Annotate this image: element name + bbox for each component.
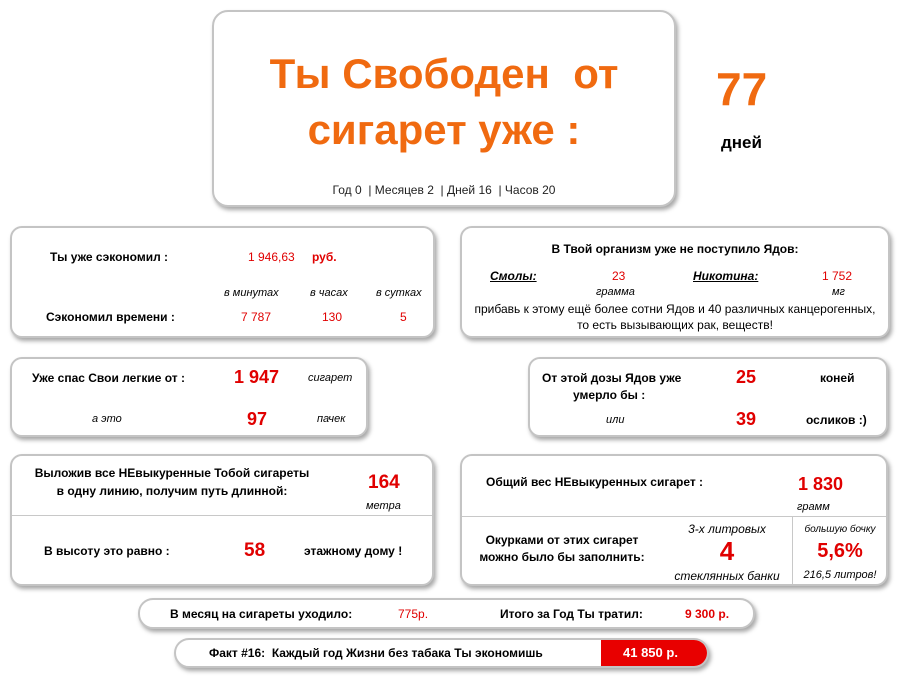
poisons-title: В Твой организм уже не поступило Ядов: [551,242,799,256]
tar-unit: грамма [596,286,635,298]
days-label: дней [721,133,762,152]
savings-amount: 1 946,63 [248,250,295,264]
monthly-card [138,598,755,629]
line-label-1: Выложив все НЕвыкуренные Тобой сигареты [34,466,310,480]
savings-currency: руб. [312,250,337,264]
col-days: в сутках [376,287,422,299]
fact-value-box [601,640,707,666]
line-label-2: в одну линию, получим путь длинной: [56,484,288,498]
grams-value: 1 830 [798,474,844,494]
tar-label: Смолы: [490,269,537,283]
this-is-label: а это [92,413,122,425]
monthly-label: В месяц на сигареты уходило: [170,607,353,621]
fact-card [174,638,709,668]
barrel-top: большую бочку [804,524,876,535]
fact-text: Факт #16: Каждый год Жизни без табака Ты экономишь [209,646,543,660]
length-value: 164 [368,472,400,493]
line-divider [12,515,432,516]
fill-label-1: Окурками от этих сигарет [485,533,639,547]
donkeys-unit: осликов :) [806,413,867,427]
weight-card [460,454,888,586]
savings-label: Ты уже сэкономил : [50,250,169,264]
or-label: или [606,414,625,426]
jars-bottom: стеклянных банки [674,569,780,583]
minutes-value: 7 787 [241,310,272,324]
nicotine-unit: мг [832,286,845,298]
fill-label-2: можно было бы заполнить: [479,550,645,564]
nicotine-label: Никотина: [693,269,759,283]
length-unit: метра [366,500,401,512]
time-saved-label: Сэкономил времени : [46,310,175,324]
col-minutes: в минутах [224,287,279,299]
horses-unit: коней [820,371,855,385]
jars-top: 3-х литровых [688,522,766,536]
title-line-2: сигарет уже : [307,106,581,153]
time-breakdown: Год 0 | Месяцев 2 | Дней 16 | Часов 20 [332,183,556,197]
lungs-label: Уже спас Свои легкие от : [32,371,185,385]
lungs-card [10,357,368,437]
donkeys-value: 39 [736,409,757,429]
weight-divider [462,516,886,517]
cigarettes-unit: сигарет [308,372,353,384]
nicotine-value: 1 752 [822,269,853,283]
poisons-note-1: прибавь к этому ещё более сотни Ядов и 40 различных канцерогенных, [474,302,876,316]
cigarettes-value: 1 947 [234,367,280,387]
packs-unit: пачек [317,413,346,425]
weight-label: Общий вес НЕвыкуренных сигарет : [486,475,704,489]
dose-card [528,357,888,437]
poisons-note-2: то есть вызывающих рак, веществ! [577,318,773,332]
savings-card [10,226,435,338]
col-hours: в часах [310,287,348,299]
header-card [212,10,676,207]
days-counter: 77 [716,63,768,115]
days-value: 5 [400,310,407,324]
fact-value: 41 850 р. [623,645,678,660]
jars-value: 4 [719,536,735,566]
dose-label-1: От этой дозы Ядов уже [542,371,682,385]
barrel-value: 5,6% [817,540,863,562]
packs-value: 97 [247,409,268,429]
grams-unit: грамм [797,501,830,513]
year-label: Итого за Год Ты тратил: [500,607,643,621]
height-label: В высоту это равно : [44,544,170,558]
tar-value: 23 [612,269,626,283]
barrel-bottom: 216,5 литров! [803,569,877,581]
title-line-1: Ты Свободен от [269,50,619,97]
horses-value: 25 [736,367,757,387]
hours-value: 130 [322,310,343,324]
floors-unit: этажному дому ! [304,544,403,558]
year-value: 9 300 р. [685,607,730,621]
dose-label-2: умерло бы : [573,388,646,402]
line-card [10,454,434,586]
floors-value: 58 [244,540,266,561]
poisons-card [460,226,890,338]
monthly-value: 775р. [398,607,429,621]
